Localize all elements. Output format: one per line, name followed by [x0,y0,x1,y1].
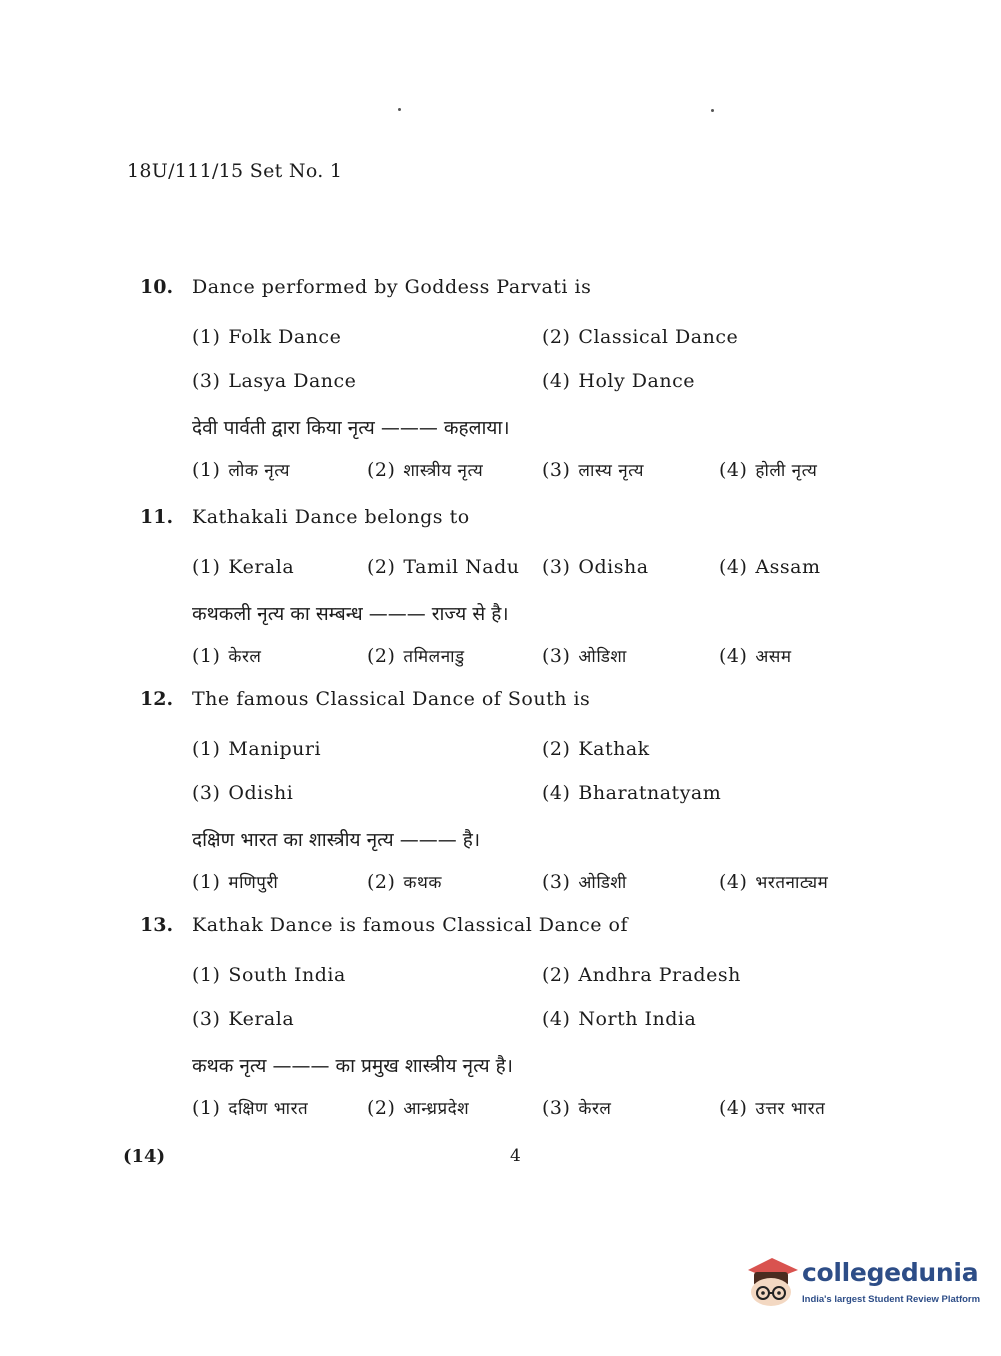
option-3-hindi: (3) ओडिशी [542,871,627,893]
question-number: 10. [140,276,174,298]
scan-speck [398,108,401,111]
mascot-icon [742,1252,800,1310]
option-4-hindi: (4) होली नृत्य [719,459,818,481]
question-text: Kathakali Dance belongs to [192,506,470,528]
option-3: (3) Lasya Dance [192,370,357,392]
question-text-hindi: कथकली नृत्य का सम्बन्ध ——— राज्य से है। [192,603,509,625]
option-3: (3) Odisha [542,556,649,578]
scan-speck [711,109,714,112]
option-3-hindi: (3) ओडिशा [542,645,627,667]
question-text: The famous Classical Dance of South is [192,688,591,710]
option-4-hindi: (4) असम [719,645,792,667]
option-1: (1) Folk Dance [192,326,342,348]
question-text-hindi: कथक नृत्य ——— का प्रमुख शास्त्रीय नृत्य है। [192,1055,513,1077]
option-4: (4) North India [542,1008,697,1030]
option-3: (3) Odishi [192,782,294,804]
option-1-hindi: (1) मणिपुरी [192,871,279,893]
option-3-hindi: (3) लास्य नृत्य [542,459,644,481]
option-4: (4) Assam [719,556,821,578]
option-4-hindi: (4) भरतनाट्यम [719,871,829,893]
option-2-hindi: (2) शास्त्रीय नृत्य [367,459,484,481]
option-2: (2) Tamil Nadu [367,556,520,578]
option-2-hindi: (2) कथक [367,871,442,893]
option-3: (3) Kerala [192,1008,295,1030]
option-1-hindi: (1) दक्षिण भारत [192,1097,309,1119]
option-2: (2) Classical Dance [542,326,739,348]
option-1-hindi: (1) केरल [192,645,262,667]
set-code: 18U/111/15 Set No. 1 [127,160,343,182]
question-number: 12. [140,688,174,710]
question-text: Kathak Dance is famous Classical Dance of [192,914,629,936]
option-2-hindi: (2) आन्ध्रप्रदेश [367,1097,470,1119]
option-1: (1) South India [192,964,346,986]
collegedunia-logo[interactable] [742,1252,981,1312]
question-number: 11. [140,506,174,528]
logo-name: collegedunia [802,1258,979,1287]
option-1: (1) Kerala [192,556,295,578]
question-text-hindi: दक्षिण भारत का शास्त्रीय नृत्य ——— है। [192,829,481,851]
question-text-hindi: देवी पार्वती द्वारा किया नृत्य ——— कहलाया। [192,417,510,439]
question-13 [140,914,860,1134]
option-1-hindi: (1) लोक नृत्य [192,459,291,481]
option-4-hindi: (4) उत्तर भारत [719,1097,826,1119]
option-2: (2) Andhra Pradesh [542,964,741,986]
logo-tagline: India's largest Student Review Platform [802,1294,981,1305]
option-2-hindi: (2) तमिलनाडु [367,645,465,667]
footer-code: (14) [123,1146,166,1167]
question-11 [140,506,860,682]
question-12 [140,688,860,908]
question-text: Dance performed by Goddess Parvati is [192,276,592,298]
option-4: (4) Holy Dance [542,370,695,392]
option-4: (4) Bharatnatyam [542,782,722,804]
page-number: 4 [510,1146,521,1166]
option-2: (2) Kathak [542,738,650,760]
question-10 [140,276,860,496]
option-3-hindi: (3) केरल [542,1097,612,1119]
question-number: 13. [140,914,174,936]
option-1: (1) Manipuri [192,738,322,760]
